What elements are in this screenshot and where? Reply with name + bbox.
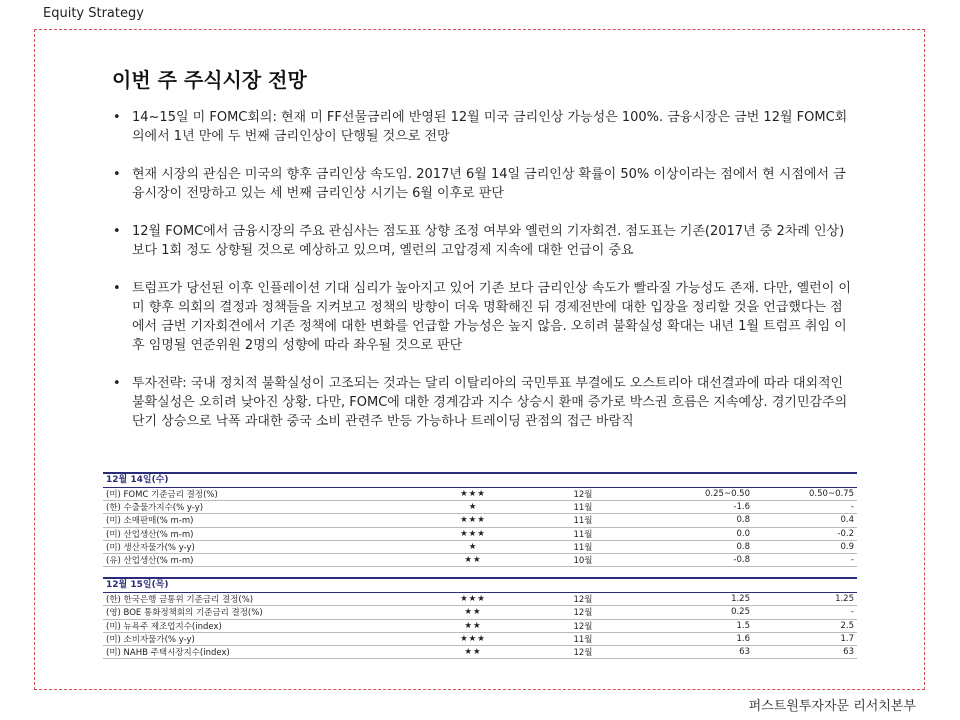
forecast-value: -0.2 [753, 527, 857, 540]
page-title: 이번 주 주식시장 전망 [112, 68, 307, 92]
table-row [103, 632, 857, 645]
forecast-value: 1.7 [753, 632, 857, 645]
table-row [103, 645, 857, 658]
importance-stars: ★★★ [403, 632, 543, 645]
table-row [103, 593, 857, 606]
table-row [103, 619, 857, 632]
importance-stars: ★★★ [403, 488, 543, 501]
bullet-list [112, 108, 852, 450]
period: 11월 [543, 540, 623, 553]
period: 11월 [543, 514, 623, 527]
period: 12월 [543, 619, 623, 632]
indicator-name: (한) 수출물가지수(% y-y) [103, 501, 403, 514]
bullet-marker: • [113, 110, 121, 125]
importance-stars: ★★★ [403, 593, 543, 606]
forecast-value: 1.25 [753, 593, 857, 606]
period: 12월 [543, 606, 623, 619]
previous-value: 0.25~0.50 [623, 488, 753, 501]
forecast-value: 0.50~0.75 [753, 488, 857, 501]
importance-stars: ★ [403, 540, 543, 553]
previous-value: 0.8 [623, 514, 753, 527]
forecast-value: - [753, 553, 857, 566]
previous-value: 63 [623, 645, 753, 658]
indicator-name: (미) NAHB 주택시장지수(index) [103, 645, 403, 658]
bullet-text: 14~15일 미 FOMC회의: 현재 미 FF선물금리에 반영된 12월 미국 금리인상 가능성은 100%. 금융시장은 금번 12월 FOMC회의에서 1년 만에 두 번째 금리인상이 단행될 것으로 전망 [132, 110, 848, 144]
previous-value: 1.25 [623, 593, 753, 606]
bullet-marker: • [113, 224, 121, 239]
calendar-date-header: 12월 15일(목) [103, 577, 857, 593]
previous-value: 0.8 [623, 540, 753, 553]
forecast-value: 63 [753, 645, 857, 658]
table-row [103, 514, 857, 527]
previous-value: -0.8 [623, 553, 753, 566]
previous-value: 1.5 [623, 619, 753, 632]
table-row [103, 606, 857, 619]
bullet-item [112, 165, 852, 203]
table-row [103, 488, 857, 501]
indicator-name: (영) BOE 통화정책회의 기준금리 결정(%) [103, 606, 403, 619]
forecast-value: 0.4 [753, 514, 857, 527]
forecast-value: 0.9 [753, 540, 857, 553]
bullet-item [112, 279, 852, 355]
importance-stars: ★★ [403, 619, 543, 632]
bullet-text: 현재 시장의 관심은 미국의 향후 금리인상 속도임. 2017년 6월 14일 금리인상 확률이 50% 이상이라는 점에서 현 시점에서 금융시장이 전망하고 있는 세 번째 금리인상 시기는 6월 이후로 판단 [132, 167, 846, 201]
indicator-name: (미) 소매판매(% m-m) [103, 514, 403, 527]
report-category-label: Equity Strategy [43, 6, 144, 21]
indicator-name: (미) 생산자물가(% y-y) [103, 540, 403, 553]
bullet-marker: • [113, 167, 121, 182]
bullet-marker: • [113, 376, 121, 391]
period: 11월 [543, 501, 623, 514]
forecast-value: 2.5 [753, 619, 857, 632]
previous-value: 1.6 [623, 632, 753, 645]
bullet-marker: • [113, 281, 121, 296]
calendar-section [103, 593, 857, 659]
period: 11월 [543, 527, 623, 540]
bullet-item [112, 108, 852, 146]
indicator-name: (한) 한국은행 금통위 기준금리 결정(%) [103, 593, 403, 606]
bullet-text: 12월 FOMC에서 금융시장의 주요 관심사는 점도표 상향 조정 여부와 옐런의 기자회견. 점도표는 기존(2017년 중 2차례 인상) 보다 1회 정도 상향될 것으로 예상하고 있으며, 옐런의 고압경제 지속에 대한 언급이 중요 [132, 224, 845, 258]
table-row [103, 540, 857, 553]
previous-value: 0.25 [623, 606, 753, 619]
importance-stars: ★★ [403, 645, 543, 658]
section-gap [103, 567, 857, 577]
period: 10월 [543, 553, 623, 566]
previous-value: -1.6 [623, 501, 753, 514]
indicator-name: (미) 뉴욕주 제조업지수(index) [103, 619, 403, 632]
bullet-text: 투자전략: 국내 정치적 불확실성이 고조되는 것과는 달리 이탈리아의 국민투표 부결에도 오스트리아 대선결과에 따라 대외적인 불확실성은 오히려 낮아진 상황. 다만, FOMC에 대한 경계감과 지수 상승시 환매 증가로 박스권 흐름은 지속예상. 경기민감주의 단기 상승으로 낙폭 과대한 중국 소비 관련주 반등 가능하나 트레이딩 관점의 접근 바람직 [132, 376, 848, 429]
period: 12월 [543, 593, 623, 606]
indicator-name: (미) 소비자물가(% y-y) [103, 632, 403, 645]
footer-organization: 퍼스트원투자자문 리서치본부 [748, 699, 916, 714]
indicator-name: (미) 산업생산(% m-m) [103, 527, 403, 540]
importance-stars: ★ [403, 501, 543, 514]
period: 12월 [543, 645, 623, 658]
importance-stars: ★★★ [403, 514, 543, 527]
indicator-name: (미) FOMC 기준금리 결정(%) [103, 488, 403, 501]
forecast-value: - [753, 501, 857, 514]
table-row [103, 553, 857, 566]
bullet-item [112, 374, 852, 431]
bullet-text: 트럼프가 당선된 이후 인플레이션 기대 심리가 높아지고 있어 기존 보다 금리인상 속도가 빨라질 가능성도 존재. 다만, 옐런이 이미 향후 의회의 결정과 정책들을 지켜보고 정책의 방향이 더욱 명확해진 뒤 경제전반에 대한 입장을 정리할 것을 언급했다는 점에서 금번 기자회견에서 기존 정책에 대한 변화를 언급할 가능성은 높지 않음. 오히려 불확실성 확대는 내년 1월 트럼프 취임 이후 임명될 연준위원 2명의 성향에 따라 좌우될 것으로 판단 [132, 281, 851, 353]
importance-stars: ★★ [403, 606, 543, 619]
calendar-date-header: 12월 14일(수) [103, 472, 857, 488]
period: 11월 [543, 632, 623, 645]
economic-calendar-table [103, 472, 857, 659]
table-row [103, 501, 857, 514]
table-row [103, 527, 857, 540]
bullet-item [112, 222, 852, 260]
importance-stars: ★★ [403, 553, 543, 566]
importance-stars: ★★★ [403, 527, 543, 540]
period: 12월 [543, 488, 623, 501]
calendar-section [103, 488, 857, 567]
forecast-value: - [753, 606, 857, 619]
indicator-name: (유) 산업생산(% m-m) [103, 553, 403, 566]
previous-value: 0.0 [623, 527, 753, 540]
